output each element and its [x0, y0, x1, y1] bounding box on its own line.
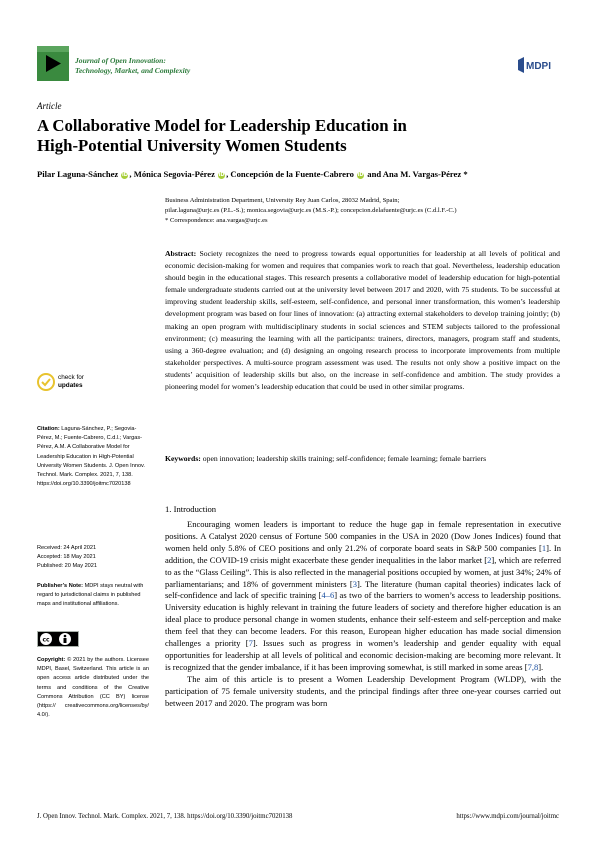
journal-name-line2: Technology, Market, and Complexity	[75, 65, 191, 75]
mdpi-text: MDPI	[526, 61, 551, 72]
keywords-text: open innovation; leadership skills training; self-confidence; female learning; female barriers	[202, 454, 487, 463]
citation-link[interactable]: 4–6	[321, 590, 335, 601]
footer-citation: J. Open Innov. Technol. Mark. Complex. 2021, 7, 138. https://doi.org/10.3390/joitmc7020138	[37, 813, 293, 820]
citation-link[interactable]: 7,8	[527, 661, 539, 672]
svg-text:cc: cc	[42, 636, 50, 644]
orcid-icon[interactable]: iD	[357, 172, 364, 178]
abstract-label: Abstract:	[165, 249, 197, 258]
citation-link[interactable]: 7	[248, 638, 253, 649]
affiliation-emails: pilar.laguna@urjc.es (P.L.-S.); monica.segovia@urjc.es (M.S.-P.); concepcion.delafuente@urjc.es (C.d.l.F.-C.)	[165, 206, 457, 214]
keywords-label: Keywords:	[165, 454, 201, 463]
author-1[interactable]: Pilar Laguna-Sánchez	[37, 169, 119, 179]
citation-link[interactable]: 2	[487, 554, 492, 565]
abstract-text: Society recognizes the need to progress towards equal opportunities for leadership at all levels of political and economic decision-making for women and requires that companies work to reach that goal. Nevertheless, leadership education should begin in the educational stages. This research presents a collaborative model of leadership education for high-potential female undergraduate students carried out at the university level between 2017 and 2020, with 75 students. To be successful at improving student leadership skills, self-esteem, self-confidence, and personal inner transformation, this women’s leadership development program was based on four lines of innovation: (a) attracting external stakeholders to develop training jointly; (b) making an open program with multidisciplinary students in social sciences and STEM subjects tailored to the professional environment; (c) measuring the learning with all the participants: trainers, directors, managers, program staff and students, using a 360-degree evaluation; and (d) designing an ongoing research process to incorporate improvements from multiple stakeholder perspectives. A multi-source program assessment was used. The results not only show a positive impact on the students’ acquisition of leadership skills but also, on the increase in self-confidence and ambition. The study provides a pioneering model for women’s leadership education that could be used in other similar programs.	[165, 249, 560, 392]
publisher-note-text: MDPI stays neutral with regard to jurisdictional claims in published maps and institutional affiliations.	[37, 583, 144, 608]
accepted-date: Accepted: 18 May 2021	[37, 554, 96, 561]
journal-name-line1: Journal of Open Innovation:	[75, 56, 166, 65]
author-2[interactable]: , Mónica Segovia-Pérez	[129, 169, 215, 179]
author-4[interactable]: and Ana M. Vargas-Pérez *	[367, 169, 468, 179]
abstract	[165, 248, 560, 393]
affiliation-line1: Business Administration Department, University Rey Juan Carlos, 28032 Madrid, Spain;	[165, 197, 400, 204]
author-list	[37, 169, 567, 180]
affiliation	[165, 196, 565, 225]
footer-journal-url[interactable]: https://www.mdpi.com/journal/joitmc	[456, 813, 559, 820]
title-line2: High-Potential University Women Students	[37, 135, 347, 155]
paragraph-1: Encouraging women leaders is important to reduce the huge gap in female representation in executive positions. A Catalyst 2020 census of Fortune 500 companies in the USA in 2020 (Dow Jones Indices) found that women held only 5.8% of CEO positions and only 21.2% of corporate board seats in S&P 500 companies [1]. In addition, the COVID-19 crisis might exacerbate these gender inequalities in the labor market [2], which are referred to as the “Glass Ceiling”. This is also reflected in the managerial positions occupied by women, at just 34%; 24% of parliamentarians; and 18% of government ministers [3]. The literature (human capital theories) indicates lack of self-confidence and lack of specific training [4–6] as two of the barriers to women’s access to leadership positions. University education is highly relevant in training the future leaders of society and therefore higher education is an ideal place to produce personal change in women students, enhance their self-esteem and self-perception and make them feel that they can become leaders. For this reason, European higher education has made social dimension challenges a priority [7]. Issues such as progress in women’s leadership and gender equality with equal opportunities for leadership at all levels of political and economic decision-making are becoming more relevant. It is recognized that the gender imbalance, if it has been improving somewhat, is still marked in some areas [7,8].	[165, 519, 562, 672]
publisher-note-label: Publisher’s Note:	[37, 583, 84, 589]
published-date: Published: 20 May 2021	[37, 563, 98, 570]
cc-by-license-icon[interactable]	[37, 631, 79, 647]
citation-link[interactable]: 3	[352, 578, 357, 589]
received-date: Received: 24 April 2021	[37, 545, 97, 551]
article-title	[37, 116, 557, 155]
orcid-icon[interactable]: iD	[121, 172, 128, 178]
page-footer	[37, 813, 559, 820]
publisher-note	[37, 582, 149, 610]
journal-logo	[37, 46, 69, 81]
dates-block	[37, 544, 149, 572]
copyright-block	[37, 656, 149, 720]
section-title-introduction: 1. Introduction	[165, 504, 217, 514]
paragraph-2: The aim of this article is to present a Women Leadership Development Program (WLDP), with the participation of 75 female university students, and the principal findings after three one-year courses carried out between 2017 and 2020. The program was born	[165, 673, 561, 708]
mdpi-logo	[516, 56, 556, 74]
updates-label: updates	[58, 381, 83, 389]
citation-link[interactable]: 1	[541, 542, 547, 553]
orcid-icon[interactable]: iD	[218, 172, 225, 178]
title-line1: A Collaborative Model for Leadership Education in	[37, 116, 407, 135]
copyright-text: © 2021 by the authors. Licensee MDPI, Basel, Switzerland. This article is an open access article distributed under the terms and conditions of the Creative Commons Attribution (CC BY) license (https:// creativecommons.org/licenses/by/ 4.0/).	[37, 657, 149, 719]
update-icon	[37, 373, 55, 391]
citation-block	[37, 425, 149, 489]
citation-label: Citation:	[37, 426, 60, 432]
check-for-updates-badge[interactable]	[37, 372, 107, 392]
keywords	[165, 453, 560, 464]
citation-text: Laguna-Sánchez, P.; Segovia-Pérez, M.; Fuente-Cabrero, C.d.l.; Vargas-Pérez, A.M. A Collaborative Model for Leadership Education in High-Potential University Women Students. J. Open Innov. Technol. Mark. Complex. 2021, 7, 138. https://doi.org/10.3390/joitmc7020138	[37, 426, 145, 488]
author-3[interactable]: , Concepción de la Fuente-Cabrero	[226, 169, 354, 179]
check-for-label: check for	[58, 374, 84, 381]
journal-name	[75, 56, 315, 75]
correspondence: * Correspondence: ana.vargas@urjc.es	[165, 216, 268, 224]
article-type: Article	[37, 101, 62, 111]
copyright-label: Copyright:	[37, 657, 66, 663]
body-text	[165, 519, 561, 710]
